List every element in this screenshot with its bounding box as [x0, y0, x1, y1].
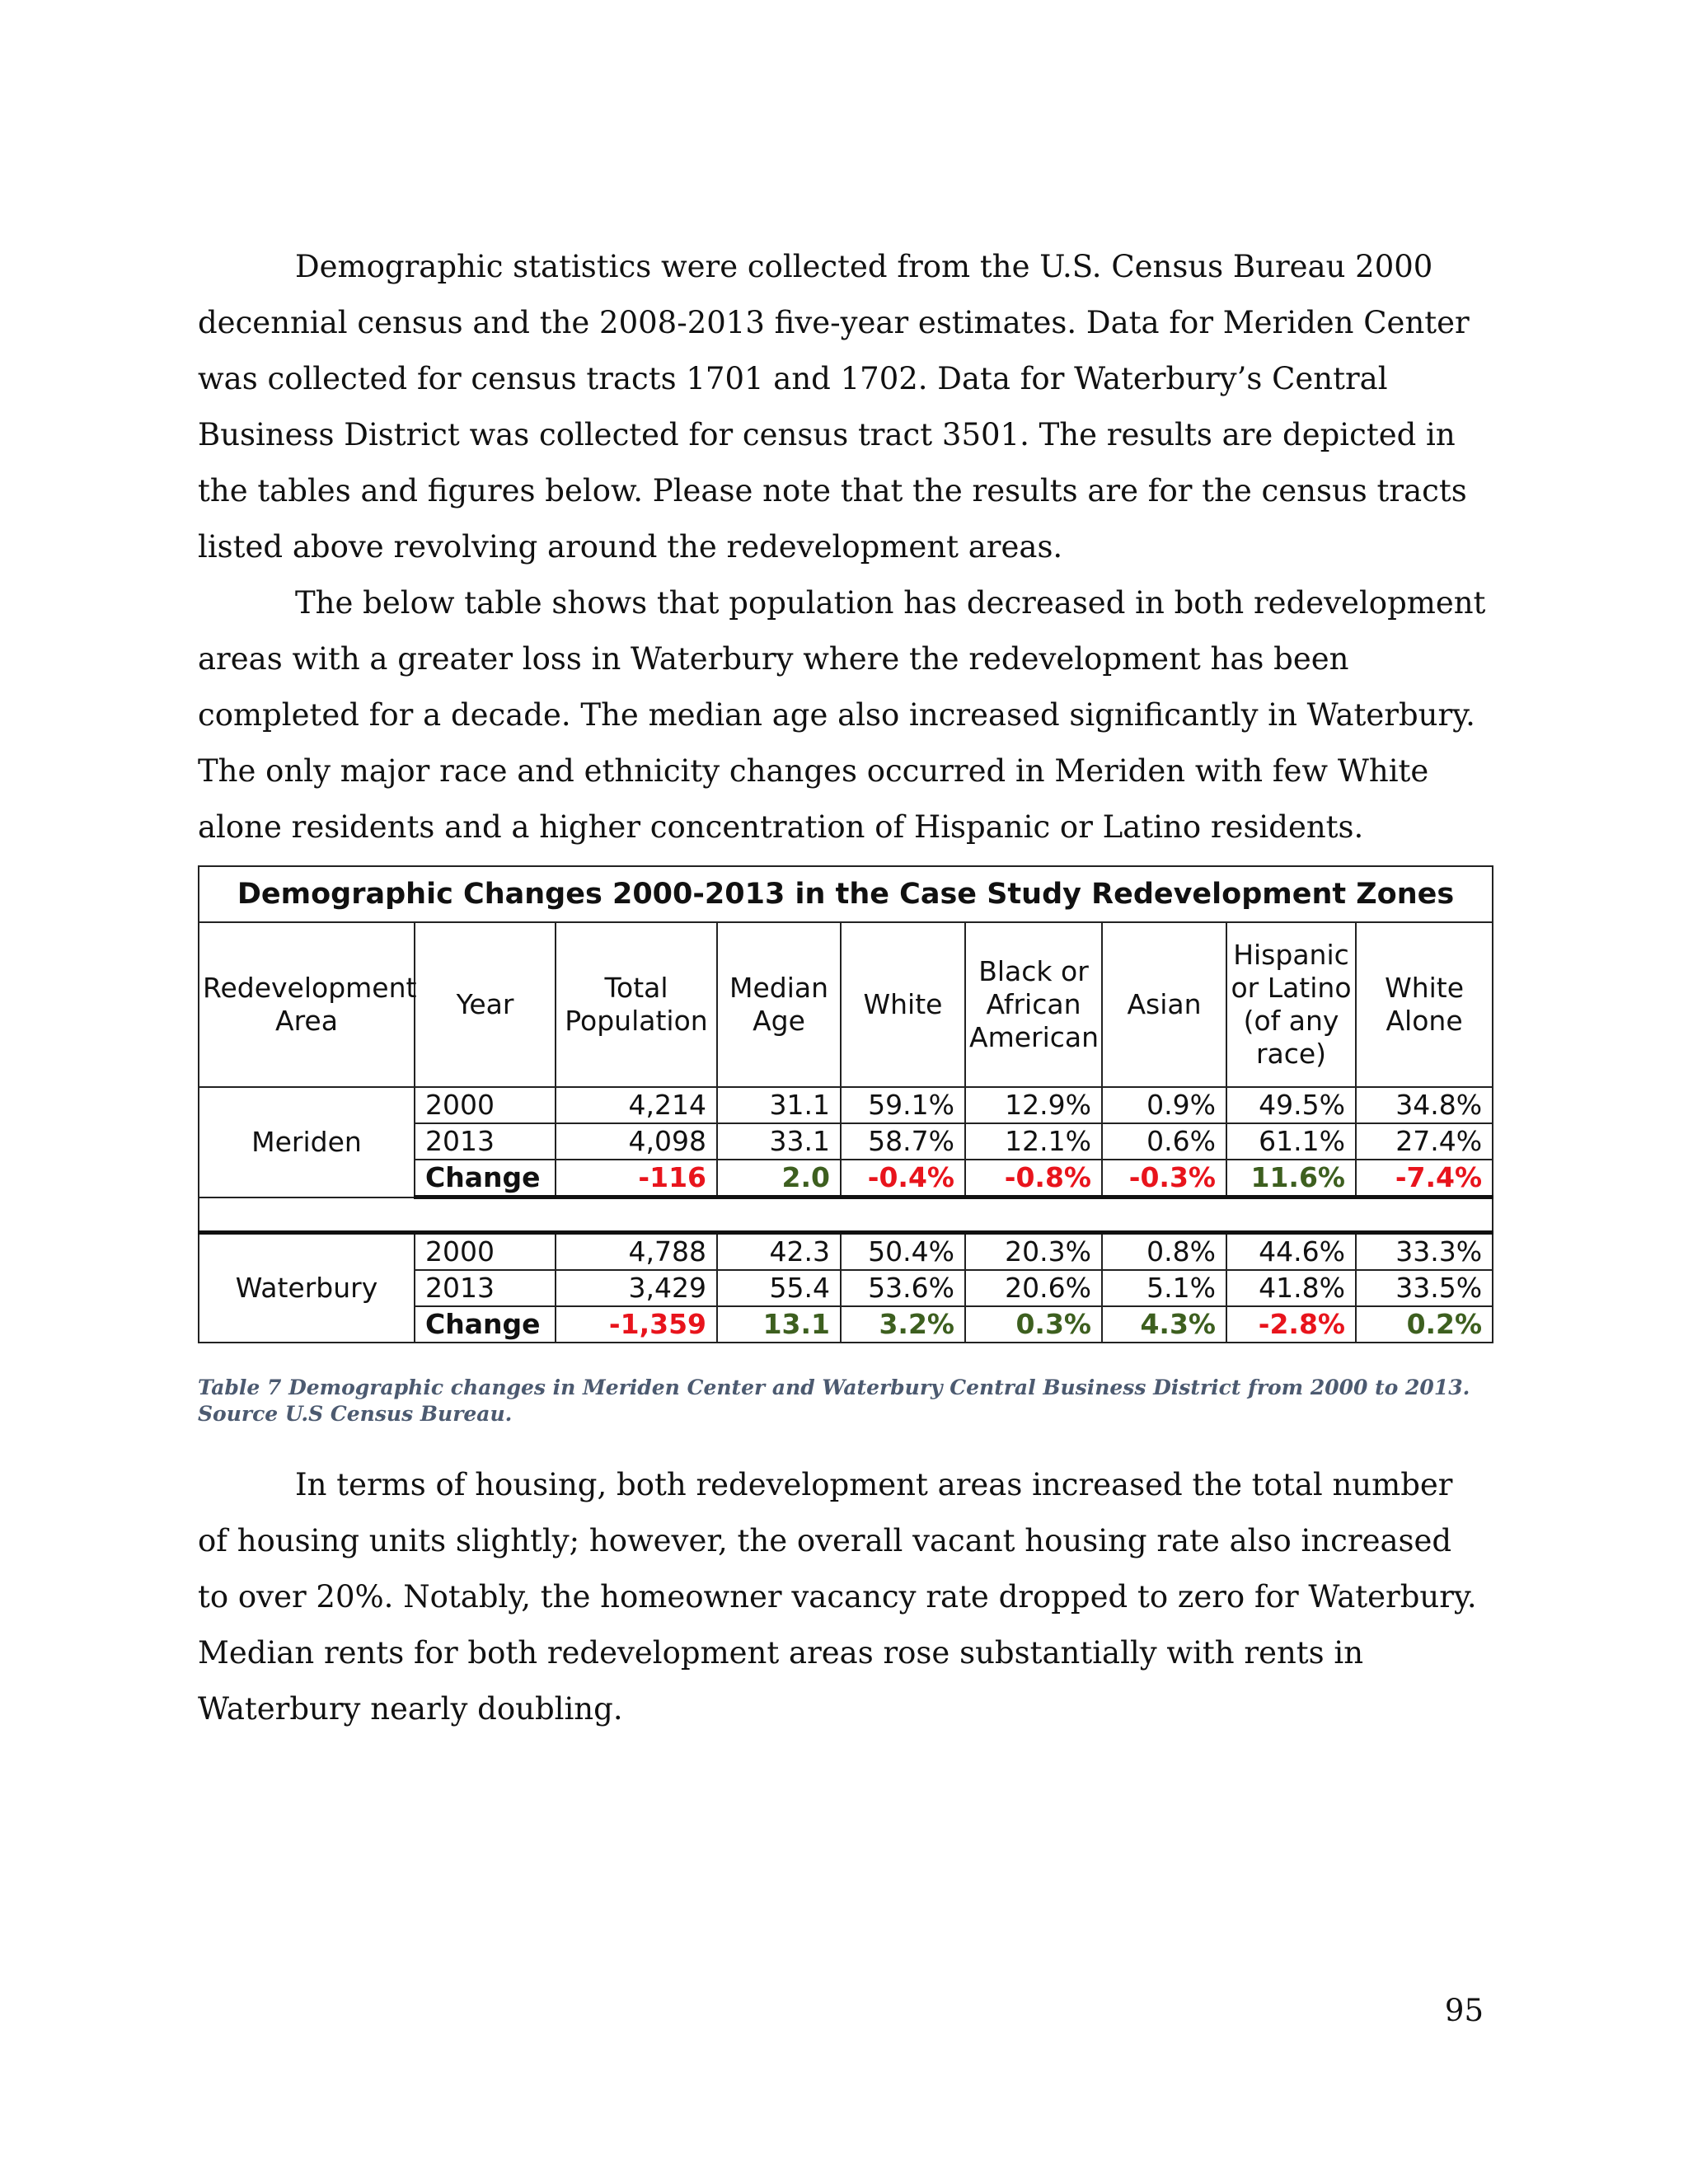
paragraph-text: The below table shows that population has decreased in both redevelopment areas with a greater loss in Waterbury where the redevelopment has been completed for a decade. The median age also increased significantly in Waterbury. The only major race and ethnicity changes occurred in Meriden with few White alone residents and a higher concentration of Hispanic or Latino residents.: [198, 585, 1486, 845]
table-cell: 53.6%: [841, 1270, 965, 1306]
table-cell: 4,788: [556, 1233, 717, 1271]
table-cell: 49.5%: [1226, 1087, 1356, 1123]
spacer-cell: [199, 1197, 1493, 1233]
header-area: Redevelopment Area: [199, 922, 415, 1087]
page-number: 95: [1444, 1993, 1484, 2028]
table-cell: 20.3%: [965, 1233, 1102, 1271]
header-median-age: Median Age: [717, 922, 841, 1087]
change-cell: 13.1: [717, 1306, 841, 1343]
table-cell: 59.1%: [841, 1087, 965, 1123]
change-cell: -0.3%: [1102, 1160, 1226, 1197]
header-asian: Asian: [1102, 922, 1226, 1087]
change-cell: 4.3%: [1102, 1306, 1226, 1343]
change-cell: 11.6%: [1226, 1160, 1356, 1197]
paragraph-text: In terms of housing, both redevelopment areas increased the total number of housing units slightly; however, the overall vacant housing rate also increased to over 20%. Notably, the homeowner vacancy rate dropped to zero for Waterbury. Median rents for both redevelopment areas rose substantially with rents in Waterbury nearly doubling.: [198, 1467, 1477, 1727]
caption-line-2: Source U.S Census Bureau.: [198, 1402, 513, 1426]
table-cell: 44.6%: [1226, 1233, 1356, 1271]
header-hispanic: Hispanic or Latino (of any race): [1226, 922, 1356, 1087]
header-white-alone: White Alone: [1356, 922, 1493, 1087]
change-cell: 3.2%: [841, 1306, 965, 1343]
change-cell: -0.4%: [841, 1160, 965, 1197]
table-cell: 0.6%: [1102, 1123, 1226, 1160]
paragraph-text: Demographic statistics were collected from the U.S. Census Bureau 2000 decennial census and the 2008-2013 five-year estimates. Data for Meriden Center was collected for census tracts 1701 and 1702. Data for Waterbury’s Central Business District was collected for census tract 3501. The results are depicted in the tables and figures below. Please note that the results are for the census tracts listed above revolving around the redevelopment areas.: [198, 249, 1470, 565]
paragraph-population-summary: [198, 575, 1492, 855]
table-caption: [198, 1375, 1492, 1427]
table-cell: 0.9%: [1102, 1087, 1226, 1123]
table-cell: 33.1: [717, 1123, 841, 1160]
paragraph-demographic-sources: [198, 239, 1492, 575]
table-cell: 41.8%: [1226, 1270, 1356, 1306]
table-cell: 33.5%: [1356, 1270, 1493, 1306]
change-cell: 0.2%: [1356, 1306, 1493, 1343]
paragraph-housing-summary: [198, 1457, 1492, 1737]
table-cell: 55.4: [717, 1270, 841, 1306]
table-cell: 3,429: [556, 1270, 717, 1306]
header-black: Black or African American: [965, 922, 1102, 1087]
table-row: [199, 1233, 1493, 1271]
year-cell: 2000: [415, 1087, 556, 1123]
table-row: [199, 1087, 1493, 1123]
header-year: Year: [415, 922, 556, 1087]
table-cell: 34.8%: [1356, 1087, 1493, 1123]
change-label: Change: [415, 1306, 556, 1343]
header-total-population: Total Population: [556, 922, 717, 1087]
change-cell: -0.8%: [965, 1160, 1102, 1197]
area-cell-meriden: Meriden: [199, 1087, 415, 1197]
table-cell: 5.1%: [1102, 1270, 1226, 1306]
table-cell: 27.4%: [1356, 1123, 1493, 1160]
year-cell: 2013: [415, 1123, 556, 1160]
table-cell: 4,214: [556, 1087, 717, 1123]
header-white: White: [841, 922, 965, 1087]
table-cell: 61.1%: [1226, 1123, 1356, 1160]
table-cell: 4,098: [556, 1123, 717, 1160]
change-cell: 0.3%: [965, 1306, 1102, 1343]
change-cell: -116: [556, 1160, 717, 1197]
change-cell: -2.8%: [1226, 1306, 1356, 1343]
change-label: Change: [415, 1160, 556, 1197]
caption-line-1: Table 7 Demographic changes in Meriden Center and Waterbury Central Business District from 2000 to 2013.: [198, 1376, 1470, 1399]
table-cell: 0.8%: [1102, 1233, 1226, 1271]
table-cell: 31.1: [717, 1087, 841, 1123]
table-cell: 58.7%: [841, 1123, 965, 1160]
table-cell: 50.4%: [841, 1233, 965, 1271]
table-cell: 42.3: [717, 1233, 841, 1271]
table-cell: 12.9%: [965, 1087, 1102, 1123]
table-header-row: [199, 922, 1493, 1087]
table-cell: 12.1%: [965, 1123, 1102, 1160]
table-spacer-row: [199, 1197, 1493, 1233]
change-cell: -7.4%: [1356, 1160, 1493, 1197]
year-cell: 2000: [415, 1233, 556, 1271]
demographic-changes-table: [198, 865, 1493, 1343]
table-cell: 20.6%: [965, 1270, 1102, 1306]
change-cell: 2.0: [717, 1160, 841, 1197]
table-title: Demographic Changes 2000-2013 in the Case Study Redevelopment Zones: [199, 866, 1493, 922]
area-cell-waterbury: Waterbury: [199, 1233, 415, 1343]
change-cell: -1,359: [556, 1306, 717, 1343]
year-cell: 2013: [415, 1270, 556, 1306]
table-cell: 33.3%: [1356, 1233, 1493, 1271]
